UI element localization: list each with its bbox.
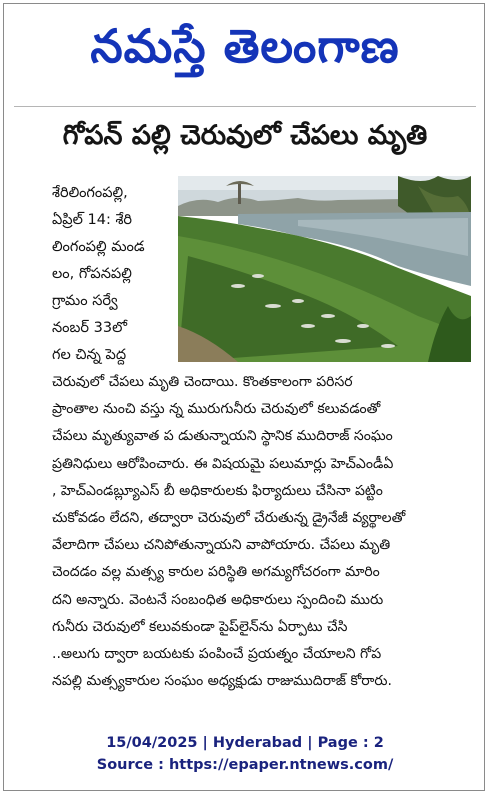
lead-line: గ్రామం సర్వే xyxy=(52,293,118,309)
body-line: చెరువులో చేపలు మృతి చెందాయి. కొంతకాలంగా పరిసర xyxy=(52,374,353,390)
article-photo xyxy=(178,176,471,362)
lead-line: నంబర్ 33లో xyxy=(52,320,127,336)
divider xyxy=(14,106,476,107)
article-body xyxy=(52,369,472,695)
article-headline: గోపన్ పల్లి చెరువులో చేపలు మృతి xyxy=(62,120,428,151)
footer-date-line: 15/04/2025 | Hyderabad | Page : 2 xyxy=(106,735,384,751)
lead-line: లింగంపల్లి మండ xyxy=(52,239,145,255)
lead-line: లం, గోపనపల్లి xyxy=(52,266,132,282)
lake-photo xyxy=(178,176,471,362)
body-line: చేపలు మృత్యువాత ప డుతున్నాయని స్థానిక ముదిరాజ్ సంఘం xyxy=(52,428,393,445)
body-line: ప్రతినిధులు ఆరోపించారు. ఈ విషయమై పలుమార్లు హెచ్ఎండీఏ xyxy=(52,455,394,472)
lead-line: శేరిలింగంపల్లి, xyxy=(52,185,128,201)
lead-line: ఏప్రిల్ 14: శేరి xyxy=(52,212,133,228)
masthead-title: నమస్తే తెలంగాణ xyxy=(90,19,400,73)
footer xyxy=(0,732,490,776)
article-lead xyxy=(52,180,172,369)
body-line: , హెచ్ఎండబ్ల్యూఎస్ బీ అధికారులకు ఫిర్యాదులు చేసినా పట్టిం xyxy=(52,482,383,499)
body-line: వేలాదిగా చేపలు చనిపోతున్నాయని వాపోయారు. చేపలు మృతి xyxy=(52,537,391,554)
body-line: గునీరు చెరువులో కలువకుండా పైప్‌లైన్‌ను ఏర్పాటు చేసి xyxy=(52,618,348,635)
body-line: ..అలుగు ద్వారా బయటకు పంపించే ప్రయత్నం చేయాలని గోప xyxy=(52,646,382,663)
body-line: చెందడం వల్ల మత్స్య కారుల పరిస్థితి అగమ్యగోచరంగా మారిం xyxy=(52,564,380,581)
body-line: నపల్లి మత్స్యకారుల సంఘం అధ్యక్షుడు రాజుముదిరాజ్ కోరారు. xyxy=(52,673,392,690)
body-line: ప్రాంతాల నుంచి వస్తు న్న మురుగునీరు చెరువులో కలువడంతో xyxy=(52,401,381,418)
lead-line: గల చిన్న పెద్ద xyxy=(52,347,127,363)
body-line: దని అన్నారు. వెంటనే సంబంధిత అధికారులు స్పందించి మురు xyxy=(52,591,384,608)
footer-source-link[interactable]: Source : https://epaper.ntnews.com/ xyxy=(96,757,394,773)
masthead xyxy=(0,0,490,96)
body-line: చుకోవడం లేదని, తద్వారా చెరువులో చేరుతున్న డ్రైనేజీ వ్యర్థాలతో xyxy=(52,510,406,527)
